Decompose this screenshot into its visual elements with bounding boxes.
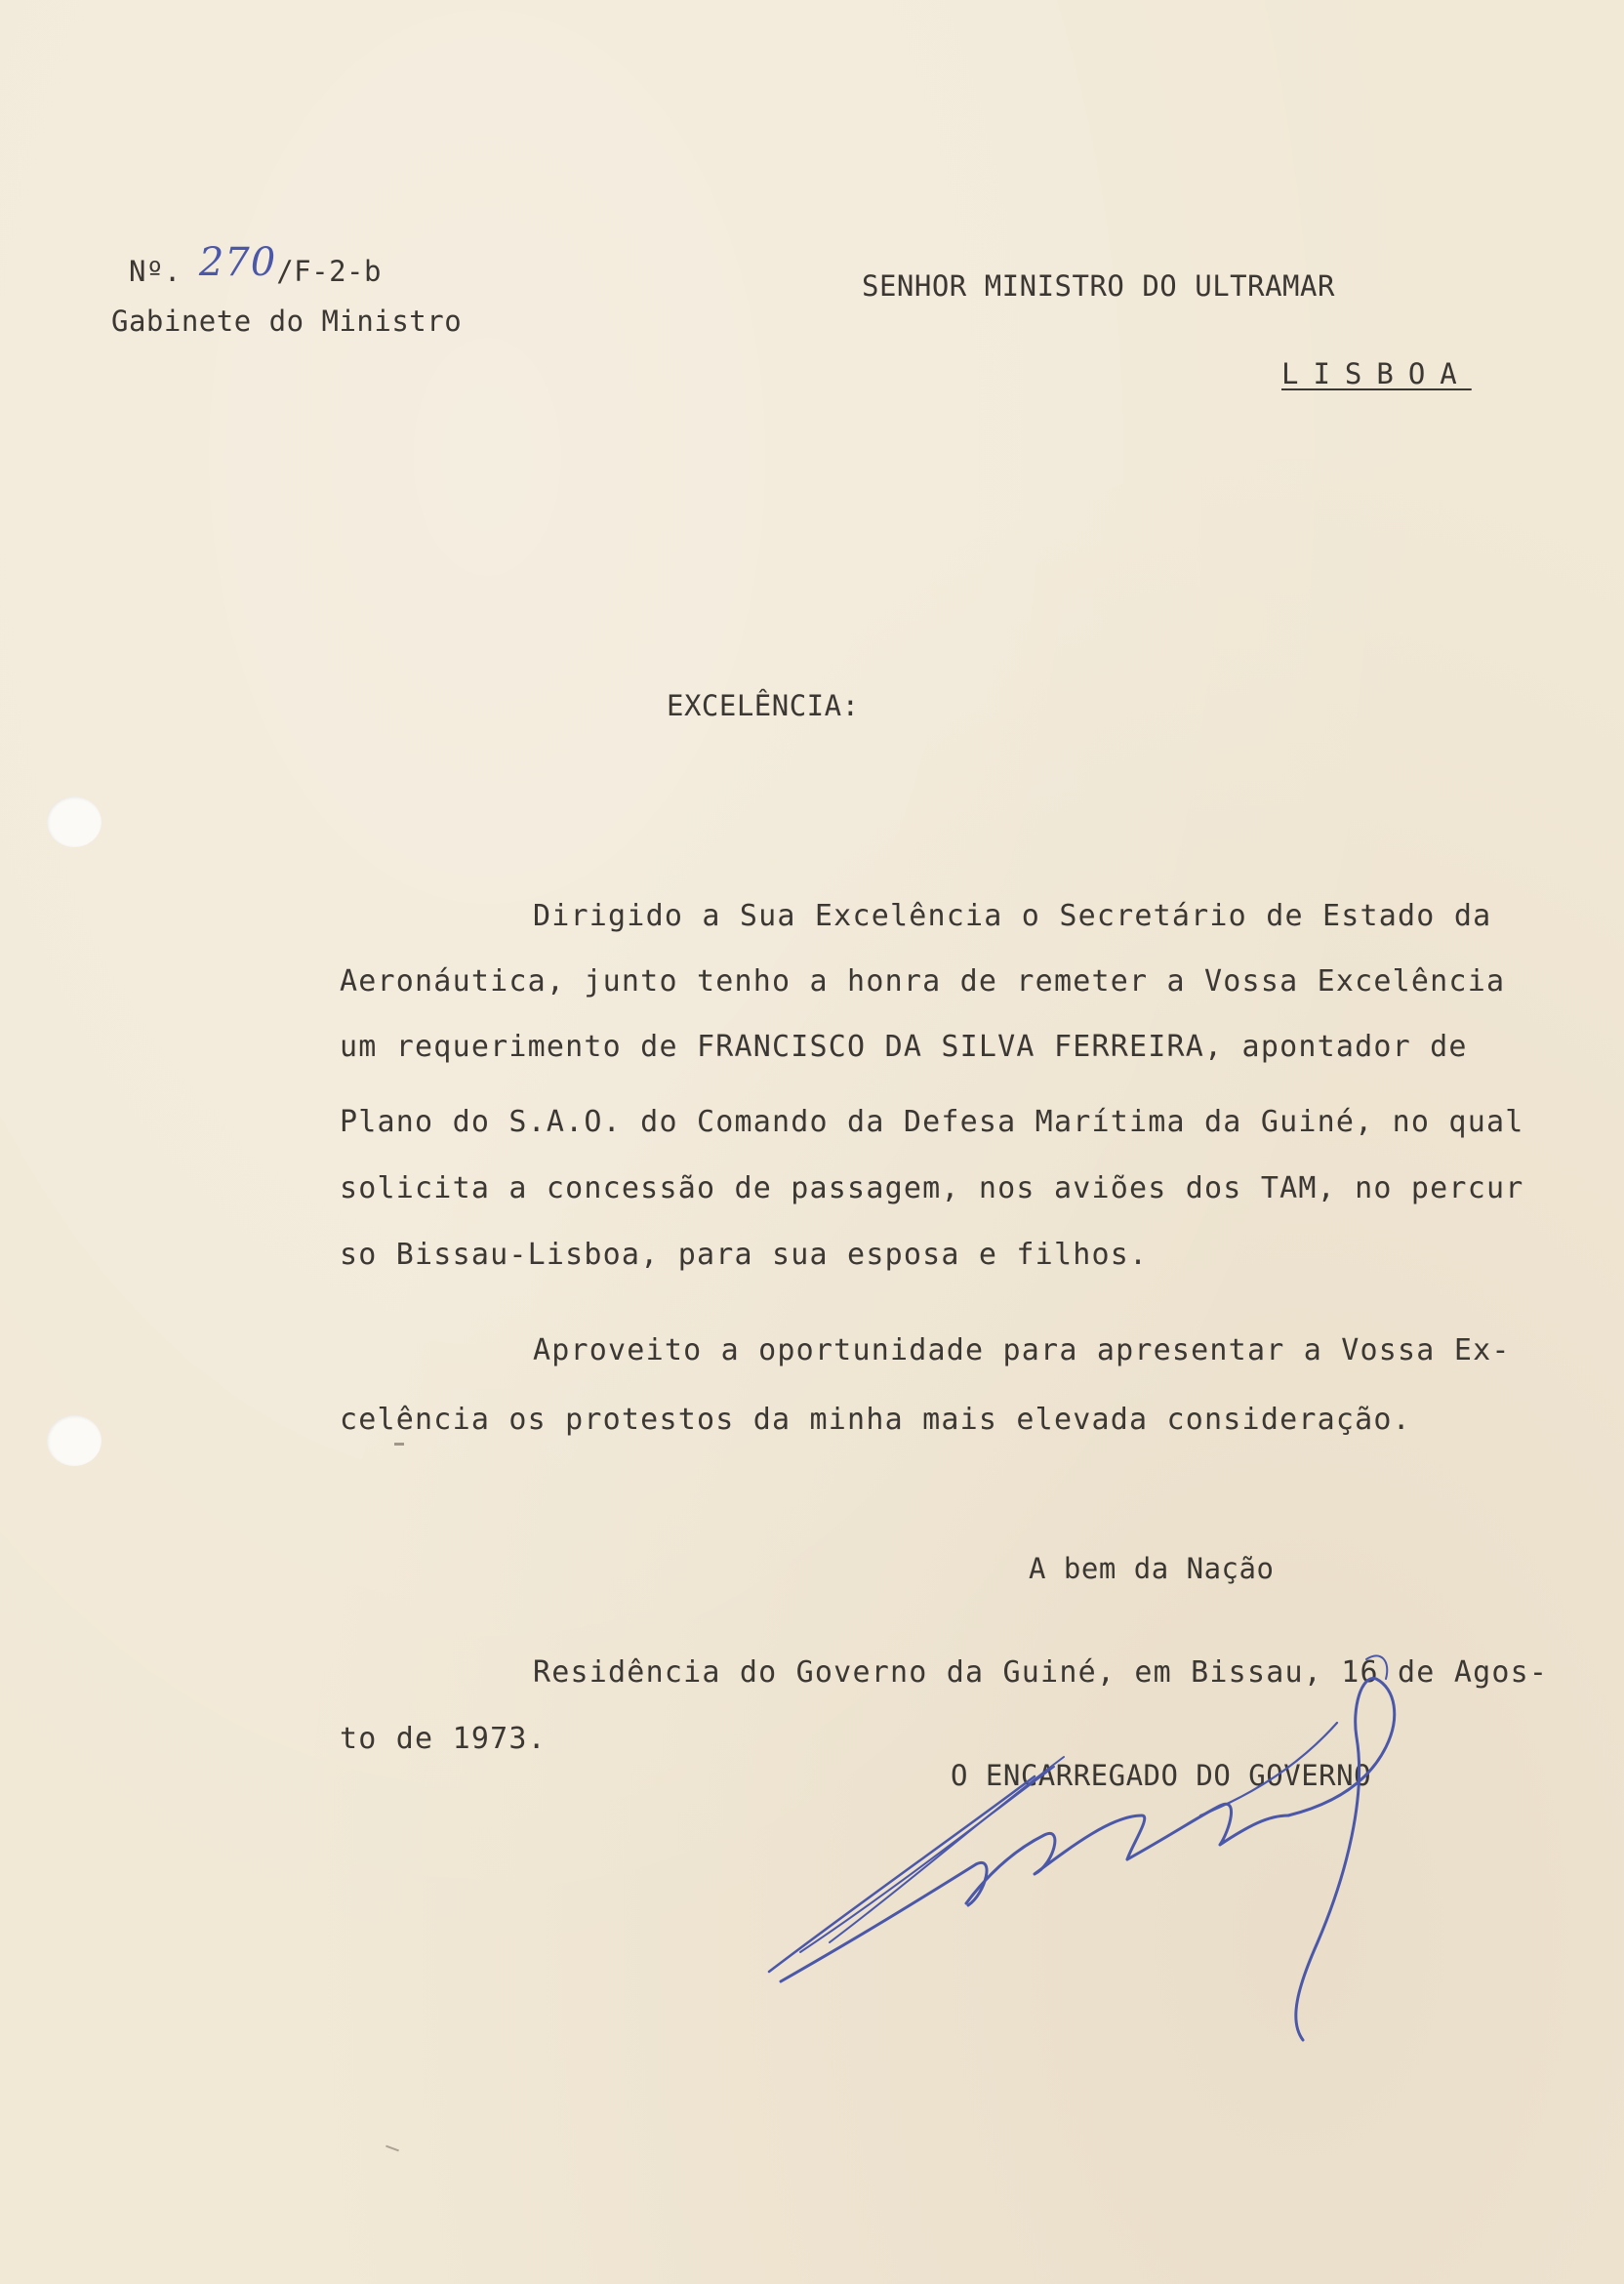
reference-number bbox=[129, 240, 382, 291]
signatory-title: O ENCARREGADO DO GOVERNO bbox=[951, 1759, 1372, 1792]
punch-hole-bottom bbox=[47, 1415, 102, 1466]
reference-number-handwritten: 270 bbox=[198, 240, 277, 285]
signature-stroke bbox=[1366, 1655, 1387, 1679]
reference-number-suffix: /F-2-b bbox=[276, 255, 382, 288]
closing-motto: A bem da Nação bbox=[1029, 1552, 1275, 1585]
body-line: Plano do S.A.O. do Comando da Defesa Marítima da Guiné, no qual bbox=[340, 1105, 1524, 1139]
stray-mark bbox=[386, 2145, 399, 2152]
signature-stroke bbox=[769, 1776, 1035, 1972]
office-name: Gabinete do Ministro bbox=[111, 305, 463, 338]
signature-stroke bbox=[966, 1815, 1145, 1903]
body-line: Aeronáutica, junto tenho a honra de remeter a Vossa Excelência bbox=[340, 964, 1506, 999]
punch-hole-top bbox=[47, 796, 102, 847]
signature-stroke bbox=[830, 1757, 1064, 1942]
body-line: Dirigido a Sua Excelência o Secretário de Estado da bbox=[533, 899, 1492, 933]
body-line: so Bissau-Lisboa, para sua esposa e filhos. bbox=[340, 1238, 1149, 1272]
body-line: celência os protestos da minha mais elevada consideração. bbox=[340, 1403, 1411, 1437]
recipient: SENHOR MINISTRO DO ULTRAMAR bbox=[862, 269, 1335, 303]
salutation: EXCELÊNCIA: bbox=[667, 689, 860, 722]
signature-stroke bbox=[1288, 1679, 1395, 2040]
body-line: Aproveito a oportunidade para apresentar a Vossa Ex- bbox=[533, 1333, 1511, 1367]
place-date-line: Residência do Governo da Guiné, em Bissau, 16 de Agos- bbox=[533, 1655, 1549, 1690]
signature-stroke bbox=[781, 1862, 987, 1981]
body-line: solicita a concessão de passagem, nos aviões dos TAM, no percur bbox=[340, 1171, 1524, 1205]
body-line: um requerimento de FRANCISCO DA SILVA FERREIRA, apontador de bbox=[340, 1030, 1468, 1064]
place-date-line: to de 1973. bbox=[340, 1722, 547, 1756]
handwritten-signature bbox=[742, 1650, 1483, 2079]
reference-number-prefix: Nº. bbox=[129, 255, 182, 288]
recipient-city: LISBOA bbox=[1281, 357, 1472, 390]
stray-mark bbox=[394, 1443, 404, 1446]
signature-stroke bbox=[1200, 1723, 1337, 1815]
